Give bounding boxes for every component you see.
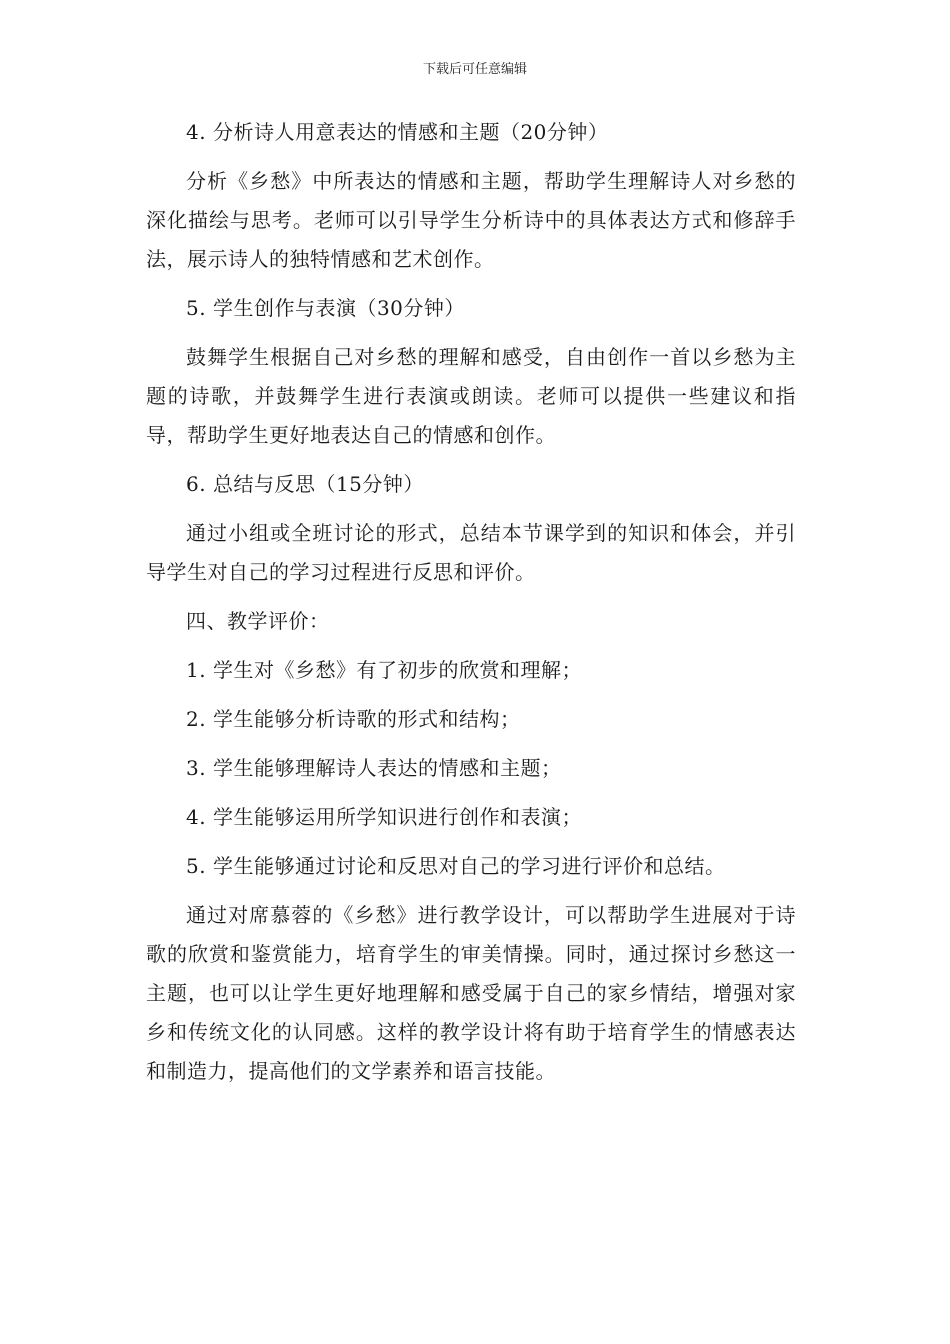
evaluation-item-1: 1. 学生对《乡愁》有了初步的欣赏和理解； bbox=[186, 658, 582, 682]
evaluation-item-3: 3. 学生能够理解诗人表达的情感和主题； bbox=[186, 756, 562, 780]
heading-step-4: 4. 分析诗人用意表达的情感和主题（20分钟） bbox=[186, 120, 609, 144]
page-header: 下载后可任意编辑 bbox=[422, 62, 527, 77]
heading-step-5: 5. 学生创作与表演（30分钟） bbox=[186, 296, 465, 320]
heading-step-6: 6. 总结与反思（15分钟） bbox=[186, 472, 424, 496]
evaluation-item-5: 5. 学生能够通过讨论和反思对自己的学习进行评价和总结。 bbox=[186, 854, 726, 878]
paragraph-step-5-body: 鼓舞学生根据自己对乡愁的理解和感受，自由创作一首以乡愁为主题的诗歌，并鼓舞学生进行表演或朗读。老师可以提供一些建议和指导，帮助学生更好地表达自己的情感和创作。 bbox=[146, 345, 796, 447]
evaluation-item-4: 4. 学生能够运用所学知识进行创作和表演； bbox=[186, 805, 582, 829]
section-heading-evaluation: 四、教学评价： bbox=[186, 609, 330, 633]
conclusion-paragraph: 通过对席慕蓉的《乡愁》进行教学设计，可以帮助学生进展对于诗歌的欣赏和鉴赏能力，培育学生的审美情操。同时，通过探讨乡愁这一主题，也可以让学生更好地理解和感受属于自己的家乡情结，增强对家乡和传统文化的认同感。这样的教学设计将有助于培育学生的情感表达和制造力，提高他们的文学素养和语言技能。 bbox=[146, 903, 796, 1083]
paragraph-step-6-body: 通过小组或全班讨论的形式，总结本节课学到的知识和体会，并引导学生对自己的学习过程进行反思和评价。 bbox=[146, 521, 796, 584]
evaluation-item-2: 2. 学生能够分析诗歌的形式和结构； bbox=[186, 707, 521, 731]
document-body bbox=[146, 113, 796, 1091]
paragraph-step-4-body: 分析《乡愁》中所表达的情感和主题，帮助学生理解诗人对乡愁的深化描绘与思考。老师可以引导学生分析诗中的具体表达方式和修辞手法，展示诗人的独特情感和艺术创作。 bbox=[146, 169, 796, 271]
